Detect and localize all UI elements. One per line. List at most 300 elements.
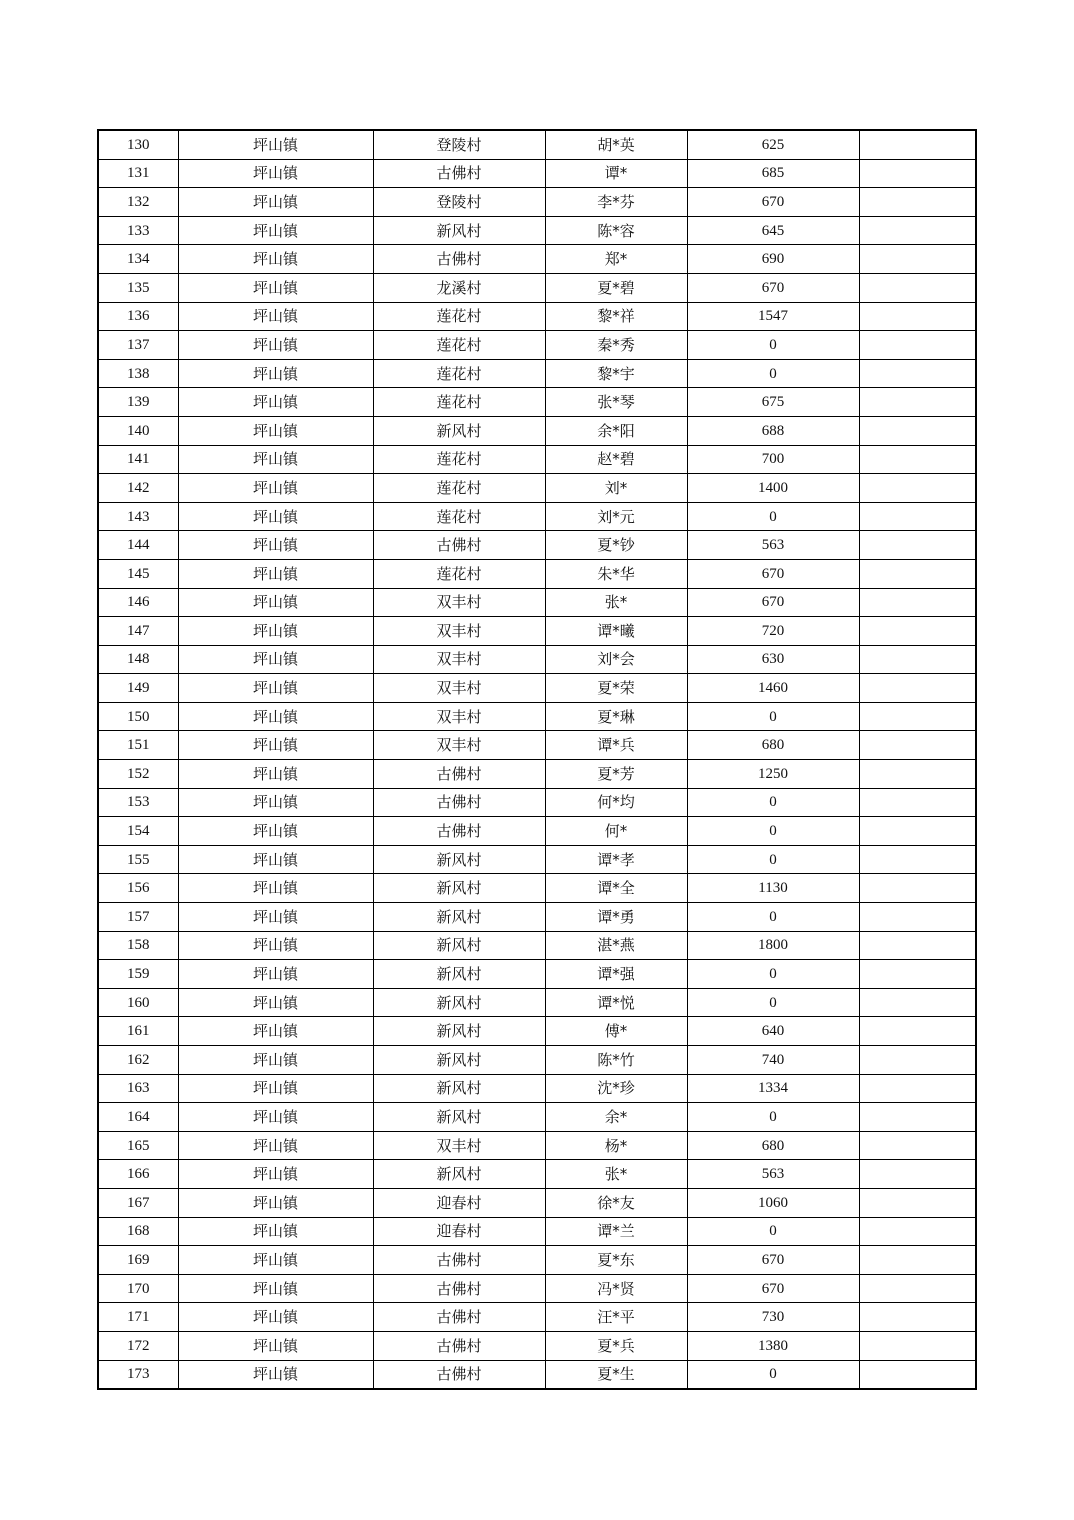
amount-cell: 0 — [687, 1217, 859, 1246]
village-cell: 莲花村 — [373, 445, 545, 474]
village-cell: 莲花村 — [373, 559, 545, 588]
town-cell: 坪山镇 — [178, 1274, 373, 1303]
table-row — [98, 130, 976, 159]
note-cell — [859, 617, 976, 646]
amount-cell: 688 — [687, 416, 859, 445]
records-table-body — [98, 130, 976, 1389]
person-name-cell: 湛*燕 — [545, 931, 687, 960]
amount-cell: 680 — [687, 1131, 859, 1160]
person-name-cell: 陈*竹 — [545, 1046, 687, 1075]
table-row — [98, 931, 976, 960]
amount-cell: 740 — [687, 1046, 859, 1075]
row-number-cell: 149 — [98, 674, 178, 703]
row-number-cell: 173 — [98, 1360, 178, 1389]
amount-cell: 690 — [687, 245, 859, 274]
note-cell — [859, 1103, 976, 1132]
note-cell — [859, 159, 976, 188]
town-cell: 坪山镇 — [178, 1046, 373, 1075]
table-row — [98, 588, 976, 617]
person-name-cell: 刘*会 — [545, 645, 687, 674]
person-name-cell: 夏*碧 — [545, 273, 687, 302]
person-name-cell: 李*芬 — [545, 188, 687, 217]
town-cell: 坪山镇 — [178, 388, 373, 417]
note-cell — [859, 645, 976, 674]
amount-cell: 0 — [687, 702, 859, 731]
table-row — [98, 617, 976, 646]
note-cell — [859, 1303, 976, 1332]
row-number-cell: 156 — [98, 874, 178, 903]
town-cell: 坪山镇 — [178, 988, 373, 1017]
amount-cell: 1460 — [687, 674, 859, 703]
table-row — [98, 1303, 976, 1332]
table-row — [98, 388, 976, 417]
person-name-cell: 冯*贤 — [545, 1274, 687, 1303]
town-cell: 坪山镇 — [178, 531, 373, 560]
amount-cell: 1800 — [687, 931, 859, 960]
row-number-cell: 152 — [98, 760, 178, 789]
town-cell: 坪山镇 — [178, 188, 373, 217]
person-name-cell: 何*均 — [545, 788, 687, 817]
note-cell — [859, 988, 976, 1017]
amount-cell: 640 — [687, 1017, 859, 1046]
amount-cell: 0 — [687, 817, 859, 846]
person-name-cell: 谭*孝 — [545, 845, 687, 874]
note-cell — [859, 760, 976, 789]
note-cell — [859, 388, 976, 417]
village-cell: 莲花村 — [373, 331, 545, 360]
note-cell — [859, 130, 976, 159]
row-number-cell: 142 — [98, 474, 178, 503]
town-cell: 坪山镇 — [178, 216, 373, 245]
village-cell: 双丰村 — [373, 617, 545, 646]
town-cell: 坪山镇 — [178, 817, 373, 846]
person-name-cell: 汪*平 — [545, 1303, 687, 1332]
village-cell: 古佛村 — [373, 1274, 545, 1303]
person-name-cell: 何* — [545, 817, 687, 846]
village-cell: 古佛村 — [373, 1331, 545, 1360]
note-cell — [859, 1046, 976, 1075]
table-row — [98, 1046, 976, 1075]
row-number-cell: 169 — [98, 1246, 178, 1275]
table-row — [98, 960, 976, 989]
row-number-cell: 168 — [98, 1217, 178, 1246]
table-row — [98, 416, 976, 445]
note-cell — [859, 1017, 976, 1046]
town-cell: 坪山镇 — [178, 416, 373, 445]
person-name-cell: 张* — [545, 1160, 687, 1189]
note-cell — [859, 502, 976, 531]
person-name-cell: 刘* — [545, 474, 687, 503]
amount-cell: 720 — [687, 617, 859, 646]
town-cell: 坪山镇 — [178, 874, 373, 903]
amount-cell: 670 — [687, 1274, 859, 1303]
row-number-cell: 139 — [98, 388, 178, 417]
row-number-cell: 133 — [98, 216, 178, 245]
row-number-cell: 164 — [98, 1103, 178, 1132]
row-number-cell: 151 — [98, 731, 178, 760]
person-name-cell: 夏*钞 — [545, 531, 687, 560]
person-name-cell: 谭*强 — [545, 960, 687, 989]
table-row — [98, 1188, 976, 1217]
row-number-cell: 145 — [98, 559, 178, 588]
note-cell — [859, 788, 976, 817]
town-cell: 坪山镇 — [178, 788, 373, 817]
town-cell: 坪山镇 — [178, 245, 373, 274]
table-row — [98, 359, 976, 388]
row-number-cell: 159 — [98, 960, 178, 989]
village-cell: 莲花村 — [373, 502, 545, 531]
village-cell: 迎春村 — [373, 1188, 545, 1217]
amount-cell: 670 — [687, 273, 859, 302]
table-row — [98, 331, 976, 360]
table-row — [98, 273, 976, 302]
table-row — [98, 1131, 976, 1160]
table-row — [98, 674, 976, 703]
person-name-cell: 余* — [545, 1103, 687, 1132]
row-number-cell: 136 — [98, 302, 178, 331]
table-row — [98, 1160, 976, 1189]
town-cell: 坪山镇 — [178, 617, 373, 646]
town-cell: 坪山镇 — [178, 931, 373, 960]
row-number-cell: 160 — [98, 988, 178, 1017]
table-row — [98, 1246, 976, 1275]
amount-cell: 1130 — [687, 874, 859, 903]
village-cell: 古佛村 — [373, 760, 545, 789]
town-cell: 坪山镇 — [178, 1074, 373, 1103]
row-number-cell: 166 — [98, 1160, 178, 1189]
amount-cell: 1400 — [687, 474, 859, 503]
person-name-cell: 谭*悦 — [545, 988, 687, 1017]
row-number-cell: 137 — [98, 331, 178, 360]
table-row — [98, 903, 976, 932]
town-cell: 坪山镇 — [178, 1331, 373, 1360]
person-name-cell: 夏*荣 — [545, 674, 687, 703]
amount-cell: 670 — [687, 188, 859, 217]
town-cell: 坪山镇 — [178, 559, 373, 588]
note-cell — [859, 416, 976, 445]
table-row — [98, 1217, 976, 1246]
person-name-cell: 张*琴 — [545, 388, 687, 417]
amount-cell: 0 — [687, 988, 859, 1017]
village-cell: 莲花村 — [373, 388, 545, 417]
row-number-cell: 148 — [98, 645, 178, 674]
amount-cell: 700 — [687, 445, 859, 474]
row-number-cell: 155 — [98, 845, 178, 874]
note-cell — [859, 845, 976, 874]
row-number-cell: 161 — [98, 1017, 178, 1046]
town-cell: 坪山镇 — [178, 1360, 373, 1389]
row-number-cell: 146 — [98, 588, 178, 617]
amount-cell: 0 — [687, 845, 859, 874]
person-name-cell: 陈*容 — [545, 216, 687, 245]
note-cell — [859, 302, 976, 331]
row-number-cell: 135 — [98, 273, 178, 302]
town-cell: 坪山镇 — [178, 502, 373, 531]
village-cell: 新风村 — [373, 216, 545, 245]
note-cell — [859, 674, 976, 703]
amount-cell: 0 — [687, 1360, 859, 1389]
amount-cell: 1547 — [687, 302, 859, 331]
person-name-cell: 沈*珍 — [545, 1074, 687, 1103]
row-number-cell: 144 — [98, 531, 178, 560]
town-cell: 坪山镇 — [178, 359, 373, 388]
amount-cell: 1060 — [687, 1188, 859, 1217]
town-cell: 坪山镇 — [178, 760, 373, 789]
person-name-cell: 夏*琳 — [545, 702, 687, 731]
table-row — [98, 188, 976, 217]
amount-cell: 670 — [687, 1246, 859, 1275]
table-row — [98, 159, 976, 188]
town-cell: 坪山镇 — [178, 903, 373, 932]
note-cell — [859, 331, 976, 360]
amount-cell: 1250 — [687, 760, 859, 789]
person-name-cell: 谭*曦 — [545, 617, 687, 646]
amount-cell: 563 — [687, 1160, 859, 1189]
amount-cell: 675 — [687, 388, 859, 417]
amount-cell: 670 — [687, 588, 859, 617]
amount-cell: 730 — [687, 1303, 859, 1332]
village-cell: 莲花村 — [373, 359, 545, 388]
table-row — [98, 1017, 976, 1046]
person-name-cell: 杨* — [545, 1131, 687, 1160]
row-number-cell: 138 — [98, 359, 178, 388]
table-row — [98, 302, 976, 331]
note-cell — [859, 1217, 976, 1246]
village-cell: 新风村 — [373, 1074, 545, 1103]
person-name-cell: 黎*祥 — [545, 302, 687, 331]
village-cell: 新风村 — [373, 1017, 545, 1046]
row-number-cell: 172 — [98, 1331, 178, 1360]
note-cell — [859, 1274, 976, 1303]
amount-cell: 630 — [687, 645, 859, 674]
note-cell — [859, 445, 976, 474]
person-name-cell: 刘*元 — [545, 502, 687, 531]
table-row — [98, 645, 976, 674]
note-cell — [859, 1074, 976, 1103]
table-row — [98, 988, 976, 1017]
person-name-cell: 黎*宇 — [545, 359, 687, 388]
note-cell — [859, 531, 976, 560]
village-cell: 新风村 — [373, 903, 545, 932]
town-cell: 坪山镇 — [178, 588, 373, 617]
amount-cell: 670 — [687, 559, 859, 588]
table-row — [98, 845, 976, 874]
person-name-cell: 夏*兵 — [545, 1331, 687, 1360]
village-cell: 登陵村 — [373, 188, 545, 217]
village-cell: 古佛村 — [373, 159, 545, 188]
amount-cell: 645 — [687, 216, 859, 245]
row-number-cell: 130 — [98, 130, 178, 159]
person-name-cell: 赵*碧 — [545, 445, 687, 474]
village-cell: 古佛村 — [373, 1246, 545, 1275]
person-name-cell: 谭*勇 — [545, 903, 687, 932]
person-name-cell: 余*阳 — [545, 416, 687, 445]
note-cell — [859, 359, 976, 388]
person-name-cell: 谭*兰 — [545, 1217, 687, 1246]
village-cell: 双丰村 — [373, 702, 545, 731]
village-cell: 莲花村 — [373, 474, 545, 503]
village-cell: 古佛村 — [373, 1303, 545, 1332]
note-cell — [859, 702, 976, 731]
person-name-cell: 谭* — [545, 159, 687, 188]
table-row — [98, 502, 976, 531]
note-cell — [859, 817, 976, 846]
town-cell: 坪山镇 — [178, 845, 373, 874]
town-cell: 坪山镇 — [178, 1017, 373, 1046]
village-cell: 古佛村 — [373, 1360, 545, 1389]
person-name-cell: 夏*芳 — [545, 760, 687, 789]
town-cell: 坪山镇 — [178, 474, 373, 503]
amount-cell: 625 — [687, 130, 859, 159]
town-cell: 坪山镇 — [178, 1160, 373, 1189]
note-cell — [859, 1160, 976, 1189]
row-number-cell: 150 — [98, 702, 178, 731]
village-cell: 古佛村 — [373, 788, 545, 817]
town-cell: 坪山镇 — [178, 130, 373, 159]
person-name-cell: 徐*友 — [545, 1188, 687, 1217]
note-cell — [859, 731, 976, 760]
row-number-cell: 147 — [98, 617, 178, 646]
town-cell: 坪山镇 — [178, 645, 373, 674]
table-row — [98, 1074, 976, 1103]
amount-cell: 680 — [687, 731, 859, 760]
village-cell: 双丰村 — [373, 645, 545, 674]
person-name-cell: 胡*英 — [545, 130, 687, 159]
person-name-cell: 夏*东 — [545, 1246, 687, 1275]
note-cell — [859, 1360, 976, 1389]
table-row — [98, 445, 976, 474]
note-cell — [859, 903, 976, 932]
row-number-cell: 162 — [98, 1046, 178, 1075]
village-cell: 新风村 — [373, 931, 545, 960]
table-row — [98, 874, 976, 903]
row-number-cell: 165 — [98, 1131, 178, 1160]
town-cell: 坪山镇 — [178, 731, 373, 760]
row-number-cell: 153 — [98, 788, 178, 817]
note-cell — [859, 188, 976, 217]
person-name-cell: 谭*兵 — [545, 731, 687, 760]
person-name-cell: 张* — [545, 588, 687, 617]
amount-cell: 0 — [687, 359, 859, 388]
table-row — [98, 702, 976, 731]
row-number-cell: 154 — [98, 817, 178, 846]
note-cell — [859, 588, 976, 617]
amount-cell: 0 — [687, 788, 859, 817]
village-cell: 登陵村 — [373, 130, 545, 159]
town-cell: 坪山镇 — [178, 159, 373, 188]
amount-cell: 0 — [687, 1103, 859, 1132]
note-cell — [859, 245, 976, 274]
village-cell: 新风村 — [373, 1103, 545, 1132]
village-cell: 新风村 — [373, 988, 545, 1017]
amount-cell: 563 — [687, 531, 859, 560]
person-name-cell: 秦*秀 — [545, 331, 687, 360]
table-row — [98, 1274, 976, 1303]
village-cell: 双丰村 — [373, 674, 545, 703]
village-cell: 双丰村 — [373, 588, 545, 617]
village-cell: 古佛村 — [373, 817, 545, 846]
row-number-cell: 143 — [98, 502, 178, 531]
amount-cell: 0 — [687, 331, 859, 360]
table-row — [98, 760, 976, 789]
note-cell — [859, 1331, 976, 1360]
table-row — [98, 1331, 976, 1360]
row-number-cell: 140 — [98, 416, 178, 445]
town-cell: 坪山镇 — [178, 702, 373, 731]
village-cell: 龙溪村 — [373, 273, 545, 302]
table-row — [98, 817, 976, 846]
note-cell — [859, 1188, 976, 1217]
town-cell: 坪山镇 — [178, 331, 373, 360]
town-cell: 坪山镇 — [178, 1131, 373, 1160]
village-cell: 新风村 — [373, 1046, 545, 1075]
row-number-cell: 163 — [98, 1074, 178, 1103]
table-row — [98, 245, 976, 274]
town-cell: 坪山镇 — [178, 302, 373, 331]
table-row — [98, 1360, 976, 1389]
row-number-cell: 170 — [98, 1274, 178, 1303]
village-cell: 新风村 — [373, 416, 545, 445]
row-number-cell: 171 — [98, 1303, 178, 1332]
table-row — [98, 559, 976, 588]
table-row — [98, 731, 976, 760]
town-cell: 坪山镇 — [178, 960, 373, 989]
village-cell: 新风村 — [373, 960, 545, 989]
village-cell: 迎春村 — [373, 1217, 545, 1246]
note-cell — [859, 1246, 976, 1275]
row-number-cell: 157 — [98, 903, 178, 932]
table-row — [98, 474, 976, 503]
person-name-cell: 郑* — [545, 245, 687, 274]
village-cell: 古佛村 — [373, 245, 545, 274]
town-cell: 坪山镇 — [178, 1103, 373, 1132]
village-cell: 双丰村 — [373, 731, 545, 760]
village-cell: 新风村 — [373, 845, 545, 874]
town-cell: 坪山镇 — [178, 1246, 373, 1275]
note-cell — [859, 474, 976, 503]
table-row — [98, 788, 976, 817]
amount-cell: 0 — [687, 903, 859, 932]
amount-cell: 1334 — [687, 1074, 859, 1103]
person-name-cell: 夏*生 — [545, 1360, 687, 1389]
note-cell — [859, 874, 976, 903]
note-cell — [859, 559, 976, 588]
table-row — [98, 1103, 976, 1132]
town-cell: 坪山镇 — [178, 1303, 373, 1332]
town-cell: 坪山镇 — [178, 1217, 373, 1246]
row-number-cell: 167 — [98, 1188, 178, 1217]
town-cell: 坪山镇 — [178, 1188, 373, 1217]
row-number-cell: 141 — [98, 445, 178, 474]
person-name-cell: 朱*华 — [545, 559, 687, 588]
table-row — [98, 531, 976, 560]
person-name-cell: 傅* — [545, 1017, 687, 1046]
row-number-cell: 134 — [98, 245, 178, 274]
person-name-cell: 谭*全 — [545, 874, 687, 903]
village-cell: 新风村 — [373, 874, 545, 903]
village-cell: 新风村 — [373, 1160, 545, 1189]
note-cell — [859, 960, 976, 989]
village-cell: 莲花村 — [373, 302, 545, 331]
note-cell — [859, 931, 976, 960]
records-table — [97, 129, 977, 1390]
village-cell: 古佛村 — [373, 531, 545, 560]
amount-cell: 1380 — [687, 1331, 859, 1360]
village-cell: 双丰村 — [373, 1131, 545, 1160]
town-cell: 坪山镇 — [178, 273, 373, 302]
town-cell: 坪山镇 — [178, 445, 373, 474]
row-number-cell: 158 — [98, 931, 178, 960]
